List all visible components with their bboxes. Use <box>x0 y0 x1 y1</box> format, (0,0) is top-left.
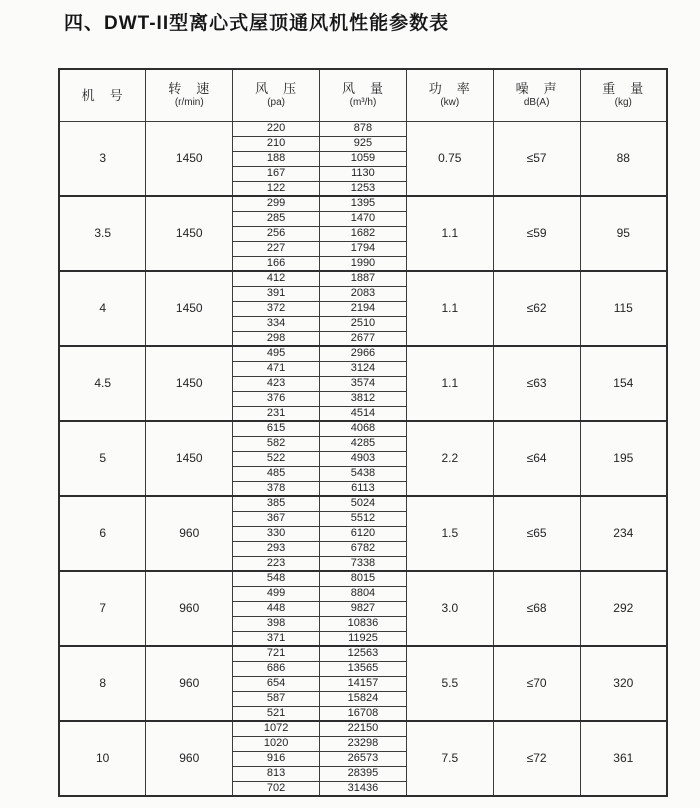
volume-cell: 1682 <box>320 226 407 241</box>
model-cell: 4.5 <box>59 346 146 421</box>
volume-cell: 26573 <box>320 751 407 766</box>
column-label: 功 率 <box>428 81 471 97</box>
pressure-cell: 495 <box>233 346 320 361</box>
power-cell: 1.1 <box>406 271 493 346</box>
volume-cell: 4285 <box>320 436 407 451</box>
weight-cell: 95 <box>580 196 667 271</box>
column-unit: (pa) <box>267 97 285 109</box>
volume-cell: 2966 <box>320 346 407 361</box>
column-unit: (r/min) <box>174 97 204 109</box>
model-cell: 3 <box>59 121 146 196</box>
header-row <box>59 69 667 121</box>
pressure-cell: 686 <box>233 661 320 676</box>
power-cell: 2.2 <box>406 421 493 496</box>
noise-cell: ≤68 <box>493 571 580 646</box>
pressure-cell: 1072 <box>233 721 320 736</box>
noise-cell: ≤57 <box>493 121 580 196</box>
volume-cell: 5512 <box>320 511 407 526</box>
model-cell: 10 <box>59 721 146 796</box>
pressure-cell: 412 <box>233 271 320 286</box>
column-header-1 <box>59 69 146 121</box>
pressure-cell: 298 <box>233 331 320 346</box>
column-header-5 <box>406 69 493 121</box>
volume-cell: 8804 <box>320 586 407 601</box>
volume-cell: 23298 <box>320 736 407 751</box>
volume-cell: 16708 <box>320 706 407 721</box>
column-header-2 <box>146 69 233 121</box>
volume-cell: 5438 <box>320 466 407 481</box>
volume-cell: 3574 <box>320 376 407 391</box>
pressure-cell: 167 <box>233 166 320 181</box>
pressure-cell: 231 <box>233 406 320 421</box>
pressure-cell: 299 <box>233 196 320 211</box>
column-header-7 <box>580 69 667 121</box>
column-unit: (m³/h) <box>349 97 377 109</box>
volume-cell: 9827 <box>320 601 407 616</box>
volume-cell: 31436 <box>320 781 407 796</box>
volume-cell: 8015 <box>320 571 407 586</box>
volume-cell: 1794 <box>320 241 407 256</box>
pressure-cell: 548 <box>233 571 320 586</box>
pressure-cell: 334 <box>233 316 320 331</box>
volume-cell: 6782 <box>320 541 407 556</box>
volume-cell: 4514 <box>320 406 407 421</box>
model-cell: 6 <box>59 496 146 571</box>
power-cell: 1.1 <box>406 346 493 421</box>
speed-cell: 1450 <box>146 346 233 421</box>
column-header-3 <box>233 69 320 121</box>
pressure-cell: 227 <box>233 241 320 256</box>
volume-cell: 11925 <box>320 631 407 646</box>
pressure-cell: 499 <box>233 586 320 601</box>
weight-cell: 88 <box>580 121 667 196</box>
data-row <box>59 196 667 211</box>
column-label: 机 号 <box>81 87 124 103</box>
pressure-cell: 471 <box>233 361 320 376</box>
pressure-cell: 122 <box>233 181 320 196</box>
speed-cell: 1450 <box>146 421 233 496</box>
pressure-cell: 582 <box>233 436 320 451</box>
pressure-cell: 367 <box>233 511 320 526</box>
pressure-cell: 166 <box>233 256 320 271</box>
volume-cell: 6120 <box>320 526 407 541</box>
model-cell: 3.5 <box>59 196 146 271</box>
power-cell: 1.5 <box>406 496 493 571</box>
pressure-cell: 702 <box>233 781 320 796</box>
volume-cell: 1130 <box>320 166 407 181</box>
page-title: 四、DWT-II型离心式屋顶通风机性能参数表 <box>64 13 450 34</box>
weight-cell: 292 <box>580 571 667 646</box>
speed-cell: 960 <box>146 646 233 721</box>
weight-cell: 320 <box>580 646 667 721</box>
column-label: 重 量 <box>602 81 645 97</box>
volume-cell: 2083 <box>320 286 407 301</box>
power-cell: 7.5 <box>406 721 493 796</box>
noise-cell: ≤59 <box>493 196 580 271</box>
model-cell: 7 <box>59 571 146 646</box>
volume-cell: 14157 <box>320 676 407 691</box>
volume-cell: 2194 <box>320 301 407 316</box>
pressure-cell: 330 <box>233 526 320 541</box>
weight-cell: 361 <box>580 721 667 796</box>
pressure-cell: 285 <box>233 211 320 226</box>
pressure-cell: 398 <box>233 616 320 631</box>
speed-cell: 960 <box>146 496 233 571</box>
model-cell: 4 <box>59 271 146 346</box>
column-header-6 <box>493 69 580 121</box>
pressure-cell: 654 <box>233 676 320 691</box>
pressure-cell: 376 <box>233 391 320 406</box>
pressure-cell: 220 <box>233 121 320 136</box>
volume-cell: 22150 <box>320 721 407 736</box>
column-label: 风 压 <box>255 81 298 97</box>
pressure-cell: 615 <box>233 421 320 436</box>
volume-cell: 13565 <box>320 661 407 676</box>
weight-cell: 195 <box>580 421 667 496</box>
volume-cell: 28395 <box>320 766 407 781</box>
column-label: 噪 声 <box>515 81 558 97</box>
noise-cell: ≤70 <box>493 646 580 721</box>
pressure-cell: 587 <box>233 691 320 706</box>
speed-cell: 960 <box>146 571 233 646</box>
volume-cell: 1253 <box>320 181 407 196</box>
volume-cell: 3812 <box>320 391 407 406</box>
pressure-cell: 1020 <box>233 736 320 751</box>
data-row <box>59 571 667 586</box>
column-label: 转 速 <box>168 81 211 97</box>
pressure-cell: 210 <box>233 136 320 151</box>
volume-cell: 12563 <box>320 646 407 661</box>
pressure-cell: 522 <box>233 451 320 466</box>
volume-cell: 3124 <box>320 361 407 376</box>
pressure-cell: 256 <box>233 226 320 241</box>
column-unit: (kw) <box>440 97 460 109</box>
model-cell: 5 <box>59 421 146 496</box>
data-row <box>59 721 667 736</box>
table-header <box>59 69 667 121</box>
noise-cell: ≤65 <box>493 496 580 571</box>
weight-cell: 154 <box>580 346 667 421</box>
noise-cell: ≤62 <box>493 271 580 346</box>
table-body <box>59 121 667 796</box>
pressure-cell: 188 <box>233 151 320 166</box>
pressure-cell: 721 <box>233 646 320 661</box>
volume-cell: 925 <box>320 136 407 151</box>
pressure-cell: 916 <box>233 751 320 766</box>
volume-cell: 6113 <box>320 481 407 496</box>
volume-cell: 2677 <box>320 331 407 346</box>
volume-cell: 5024 <box>320 496 407 511</box>
column-header-4 <box>320 69 407 121</box>
volume-cell: 4903 <box>320 451 407 466</box>
pressure-cell: 378 <box>233 481 320 496</box>
pressure-cell: 521 <box>233 706 320 721</box>
noise-cell: ≤63 <box>493 346 580 421</box>
speed-cell: 960 <box>146 721 233 796</box>
fan-performance-table <box>58 68 668 797</box>
noise-cell: ≤72 <box>493 721 580 796</box>
pressure-cell: 371 <box>233 631 320 646</box>
data-row <box>59 271 667 286</box>
power-cell: 0.75 <box>406 121 493 196</box>
pressure-cell: 385 <box>233 496 320 511</box>
volume-cell: 4068 <box>320 421 407 436</box>
volume-cell: 15824 <box>320 691 407 706</box>
volume-cell: 7338 <box>320 556 407 571</box>
data-row <box>59 121 667 136</box>
pressure-cell: 423 <box>233 376 320 391</box>
model-cell: 8 <box>59 646 146 721</box>
column-unit: (kg) <box>614 97 632 109</box>
column-label: 风 量 <box>341 81 384 97</box>
volume-cell: 1470 <box>320 211 407 226</box>
power-cell: 1.1 <box>406 196 493 271</box>
pressure-cell: 223 <box>233 556 320 571</box>
volume-cell: 1990 <box>320 256 407 271</box>
volume-cell: 878 <box>320 121 407 136</box>
speed-cell: 1450 <box>146 196 233 271</box>
pressure-cell: 813 <box>233 766 320 781</box>
power-cell: 3.0 <box>406 571 493 646</box>
volume-cell: 1887 <box>320 271 407 286</box>
data-row <box>59 496 667 511</box>
pressure-cell: 485 <box>233 466 320 481</box>
data-row <box>59 346 667 361</box>
volume-cell: 1395 <box>320 196 407 211</box>
volume-cell: 1059 <box>320 151 407 166</box>
weight-cell: 115 <box>580 271 667 346</box>
volume-cell: 10836 <box>320 616 407 631</box>
speed-cell: 1450 <box>146 121 233 196</box>
power-cell: 5.5 <box>406 646 493 721</box>
data-row <box>59 646 667 661</box>
speed-cell: 1450 <box>146 271 233 346</box>
pressure-cell: 391 <box>233 286 320 301</box>
noise-cell: ≤64 <box>493 421 580 496</box>
pressure-cell: 372 <box>233 301 320 316</box>
data-row <box>59 421 667 436</box>
weight-cell: 234 <box>580 496 667 571</box>
pressure-cell: 448 <box>233 601 320 616</box>
column-unit: dB(A) <box>523 97 550 109</box>
volume-cell: 2510 <box>320 316 407 331</box>
pressure-cell: 293 <box>233 541 320 556</box>
